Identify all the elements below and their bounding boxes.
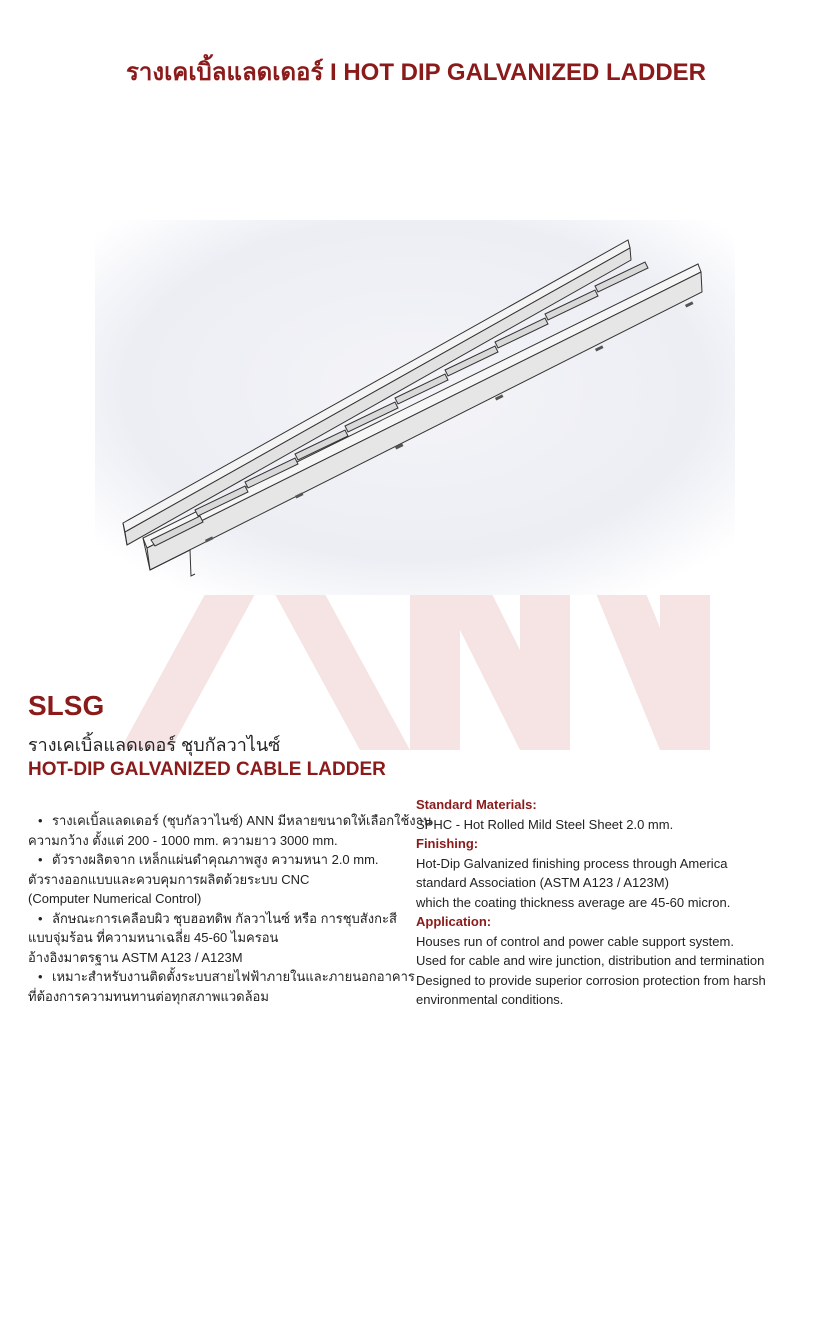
application-text: environmental conditions. <box>416 992 564 1007</box>
application-text: Designed to provide superior corrosion protection from harsh <box>416 972 766 988</box>
finishing-text: standard Association (ASTM A123 / A123M) <box>416 875 669 890</box>
list-item-text: ตัวรางออกแบบและควบคุมการผลิตด้วยระบบ CNC <box>28 871 310 887</box>
page-title: รางเคเบิ้ลแลดเดอร์ I HOT DIP GALVANIZED LADDER <box>125 59 707 86</box>
specifications <box>416 795 816 1010</box>
list-item <box>28 811 432 850</box>
list-item-text: (Computer Numerical Control) <box>28 891 202 906</box>
bullet-icon: • <box>38 969 43 984</box>
product-code: SLSG <box>28 690 105 721</box>
list-item-text: อ้างอิงมาตรฐาน ASTM A123 / A123M <box>28 949 243 965</box>
list-item <box>28 850 418 909</box>
list-item <box>28 909 418 968</box>
finishing-text: which the coating thickness average are 45-60 micron. <box>416 894 731 910</box>
product-name-thai: รางเคเบิ้ลแลดเดอร์ ชุบกัลวาไนซ์ <box>28 735 281 755</box>
list-item-text: แบบจุ่มร้อน ที่ความหนาเฉลี่ย 45-60 ไมครอน <box>28 930 279 945</box>
finishing-text: Hot-Dip Galvanized finishing process through America <box>416 855 728 871</box>
list-item-text: รางเคเบิ้ลแลดเดอร์ (ชุบกัลวาไนซ์) ANN มีหลายขนาดให้เลือกใช้งาน <box>52 813 432 828</box>
application-heading: Application: <box>416 914 492 929</box>
feature-list <box>28 811 432 1006</box>
bullet-icon: • <box>38 813 43 828</box>
application-text: Used for cable and wire junction, distribution and termination <box>416 953 765 968</box>
list-item-text: ที่ต้องการความทนทานต่อทุกสภาพแวดล้อม <box>28 988 269 1004</box>
list-item-text: ลักษณะการเคลือบผิว ชุบฮอทดิพ กัลวาไนซ์ หรือ การชุบสังกะสี <box>52 910 397 926</box>
materials-text: SPHC - Hot Rolled Mild Steel Sheet 2.0 mm. <box>416 816 674 832</box>
cable-ladder-image <box>95 220 735 595</box>
list-item <box>28 967 418 1006</box>
application-text: Houses run of control and power cable support system. <box>416 933 734 949</box>
list-item-text: ความกว้าง ตั้งแต่ 200 - 1000 mm. ความยาว 3000 mm. <box>28 832 338 848</box>
bullet-icon: • <box>38 910 43 926</box>
bullet-icon: • <box>38 852 43 867</box>
list-item-text: ตัวรางผลิตจาก เหล็กแผ่นดำคุณภาพสูง ความหนา 2.0 mm. <box>52 852 379 867</box>
finishing-heading: Finishing: <box>416 836 479 851</box>
product-name-english: HOT-DIP GALVANIZED CABLE LADDER <box>28 759 386 780</box>
materials-heading: Standard Materials: <box>416 797 537 812</box>
list-item-text: เหมาะสำหรับงานติดตั้งระบบสายไฟฟ้าภายในและภายนอกอาคาร <box>52 969 415 984</box>
